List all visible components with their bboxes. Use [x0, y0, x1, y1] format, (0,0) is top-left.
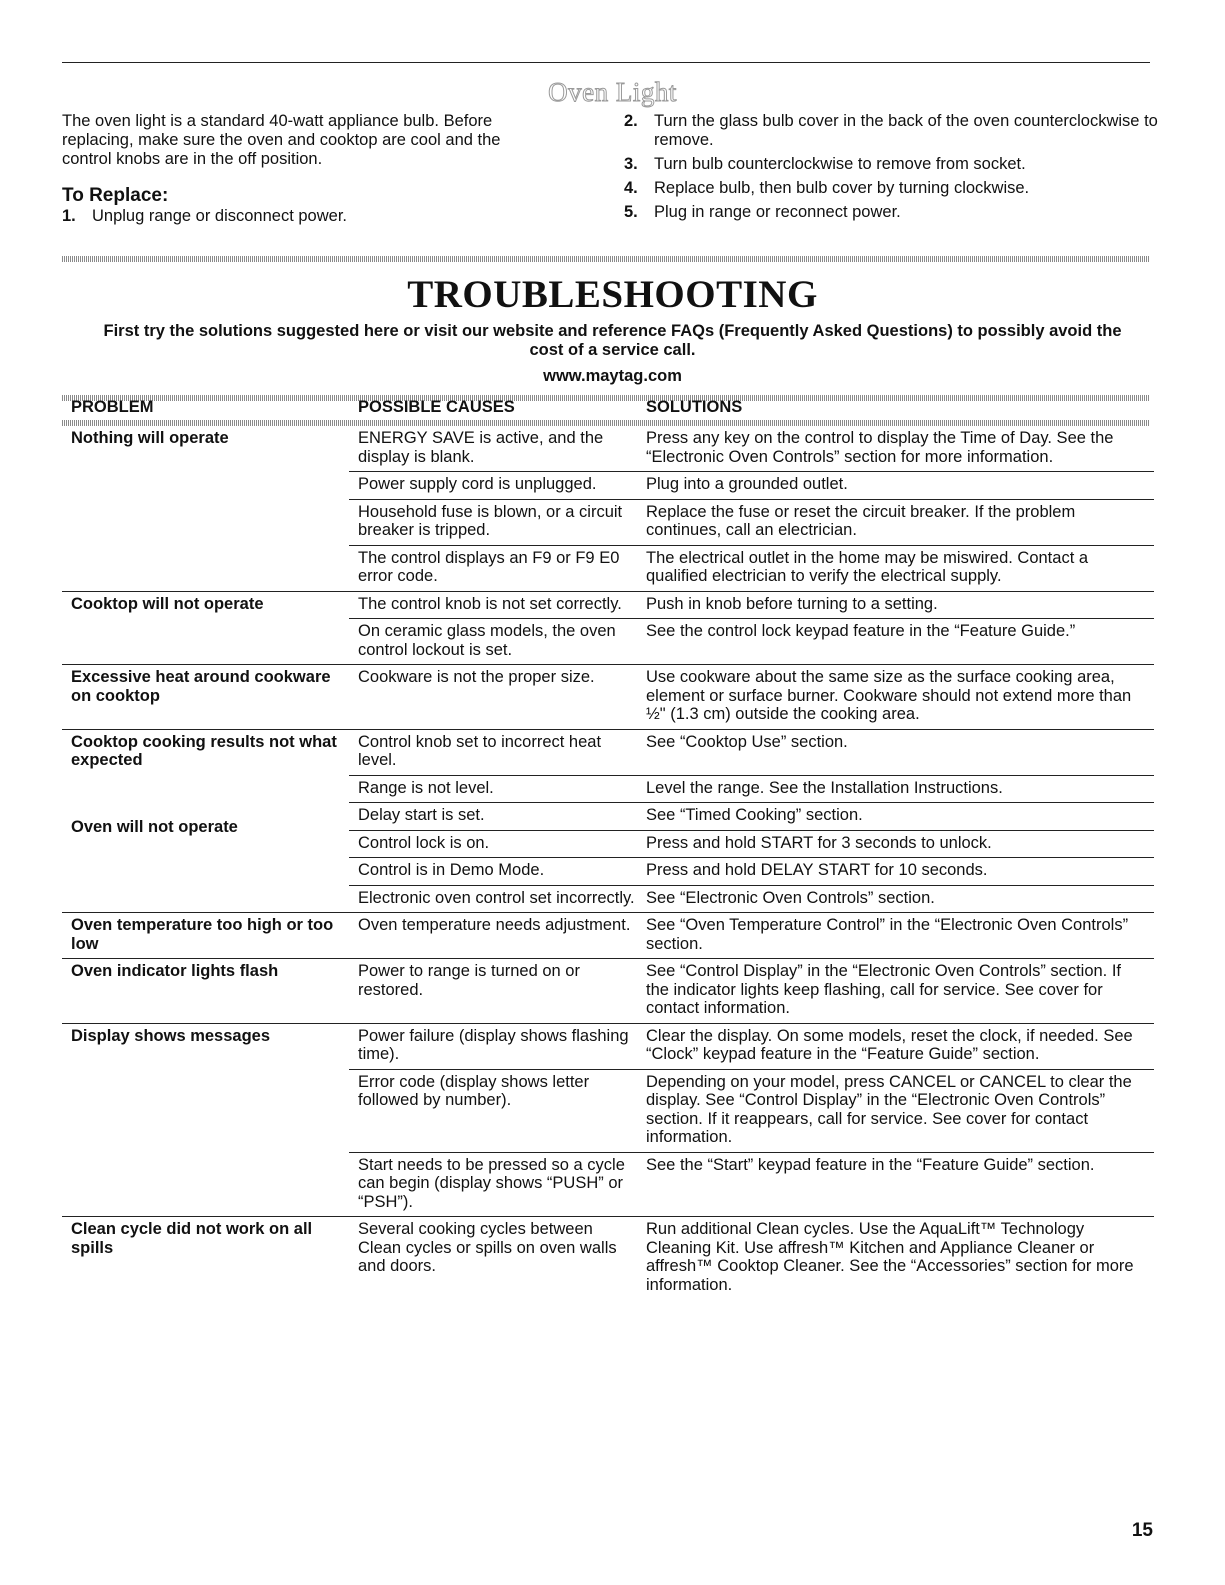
problem-label: Excessive heat around cookware on cooktop [71, 668, 331, 705]
table-group [62, 1023, 1154, 1217]
cause-cell: Cookware is not the proper size. [358, 668, 595, 686]
solution-cell: See “Electronic Oven Controls” section. [646, 888, 935, 907]
cause-cell: Start needs to be pressed so a cycle can begin (display shows “PUSH” or “PSH”). [358, 1155, 625, 1211]
solution-cell: Press any key on the control to display the Time of Day. See the “Electronic Oven Controls” section for more information. [646, 429, 1114, 466]
table-row [349, 499, 1154, 545]
step-number: 3. [624, 155, 638, 173]
table-group [62, 729, 1154, 913]
solution-cell: Run additional Clean cycles. Use the AquaLift™ Technology Cleaning Kit. Use affresh™ Kitchen and Appliance Cleaner or affresh™ Cooktop Cleaner. See the “Accessories” section for more information. [646, 1220, 1134, 1294]
step-number: 4. [624, 179, 638, 197]
troubleshooting-table [62, 426, 1154, 1299]
table-row [349, 730, 1154, 775]
cause-cell: Oven temperature needs adjustment. [358, 916, 631, 934]
table-group [62, 664, 1154, 729]
step-text: Turn the glass bulb cover in the back of the oven counterclockwise to remove. [654, 112, 1158, 149]
table-row [349, 802, 1154, 830]
table-group [62, 1216, 1154, 1299]
problem-label: Clean cycle did not work on all spills [71, 1220, 313, 1257]
table-row [349, 885, 1154, 913]
solution-cell: See the “Start” keypad feature in the “Feature Guide” section. [646, 1155, 1095, 1174]
cause-cell: On ceramic glass models, the oven control lockout is set. [358, 622, 616, 659]
solution-cell: Level the range. See the Installation Instructions. [646, 778, 1003, 797]
cause-cell: Electronic oven control set incorrectly. [358, 888, 635, 907]
page-number: 15 [1131, 1520, 1153, 1541]
page-title: TROUBLESHOOTING [407, 273, 818, 316]
cause-cell: Power to range is turned on or restored. [358, 962, 580, 999]
table-row [349, 830, 1154, 858]
problem-label: Oven temperature too high or too low [71, 916, 334, 953]
table-row [349, 471, 1154, 499]
solution-cell: See “Timed Cooking” section. [646, 806, 863, 824]
step-text: Plug in range or reconnect power. [654, 203, 901, 221]
step-number: 5. [624, 203, 638, 221]
cause-cell: Range is not level. [358, 778, 494, 797]
solution-cell: Replace the fuse or reset the circuit breaker. If the problem continues, call an electrician. [646, 502, 1076, 539]
table-row [349, 545, 1154, 591]
table-group [62, 591, 1154, 665]
table-row [349, 857, 1154, 885]
table-row [349, 1024, 1154, 1069]
cause-cell: Control is in Demo Mode. [358, 861, 545, 879]
problem-label: Display shows messages [71, 1026, 271, 1045]
header-problem: PROBLEM [71, 398, 154, 416]
cause-cell: Household fuse is blown, or a circuit breaker is tripped. [358, 502, 623, 539]
cause-cell: Error code (display shows letter followed by number). [358, 1072, 590, 1109]
to-replace-heading: To Replace: [62, 185, 169, 206]
problem-label: Oven will not operate [71, 817, 238, 836]
table-row [349, 665, 1154, 729]
cause-cell: Power failure (display shows flashing time). [358, 1026, 629, 1063]
cause-cell: The control knob is not set correctly. [358, 594, 622, 613]
solution-cell: The electrical outlet in the home may be miswired. Contact a qualified electrician to verify the electrical supply. [646, 548, 1089, 585]
table-row [349, 959, 1154, 1023]
header-solutions: SOLUTIONS [646, 398, 743, 416]
step-text: Replace bulb, then bulb cover by turning clockwise. [654, 179, 1030, 197]
cause-cell: Delay start is set. [358, 806, 485, 824]
solution-cell: Press and hold DELAY START for 10 seconds. [646, 861, 988, 879]
header-causes: POSSIBLE CAUSES [358, 398, 515, 416]
replace-step [62, 207, 552, 226]
table-row [349, 1217, 1154, 1299]
replace-step [624, 179, 1164, 198]
replace-step [624, 203, 1164, 222]
step-text: Turn bulb counterclockwise to remove from socket. [654, 155, 1026, 173]
table-row [349, 618, 1154, 664]
solution-cell: See “Cooktop Use” section. [646, 732, 848, 751]
replace-step [624, 112, 1164, 150]
problem-label: Nothing will operate [71, 429, 229, 447]
solution-cell: Depending on your model, press CANCEL or CANCEL to clear the display. See “Control Display” in the “Electronic Oven Controls” section. If it reappears, call for service. See cover for contact information. [646, 1072, 1132, 1146]
table-row [349, 1069, 1154, 1152]
cause-cell: Several cooking cycles between Clean cycles or spills on oven walls and doors. [358, 1220, 617, 1275]
cause-cell: Control lock is on. [358, 833, 490, 852]
oven-light-right-column [624, 112, 1164, 227]
step-number: 2. [624, 112, 638, 130]
table-row [349, 775, 1154, 803]
step-number: 1. [62, 207, 76, 225]
solution-cell: See “Oven Temperature Control” in the “Electronic Oven Controls” section. [646, 916, 1129, 953]
solution-cell: Press and hold START for 3 seconds to unlock. [646, 833, 992, 852]
oven-light-left-column [62, 112, 552, 231]
problem-label: Cooktop will not operate [71, 594, 264, 613]
problem-label: Oven indicator lights flash [71, 962, 279, 980]
solution-cell: See “Control Display” in the “Electronic Oven Controls” section. If the indicator lights keep flashing, call for service. See cover for contact information. [646, 962, 1122, 1017]
cause-cell: ENERGY SAVE is active, and the display is blank. [358, 429, 604, 466]
table-group [62, 912, 1154, 958]
table-row [349, 913, 1154, 958]
cause-cell: The control displays an F9 or F9 E0 error code. [358, 548, 620, 585]
oven-light-intro: The oven light is a standard 40-watt appliance bulb. Before replacing, make sure the oven and cooktop are cool and the control knobs are in the off position. [62, 112, 501, 168]
table-row [349, 1152, 1154, 1217]
replace-step [624, 155, 1164, 174]
table-header [0, 397, 1225, 419]
problem-label: Cooktop cooking results not what expected [71, 732, 337, 769]
cause-cell: Control knob set to incorrect heat level. [358, 732, 602, 769]
solution-cell: Use cookware about the same size as the surface cooking area, element or surface burner. Cookware should not extend more than ½" (1.3 cm) outside the cooking area. [646, 668, 1132, 723]
oven-light-title: Oven Light [548, 77, 677, 107]
top-rule [62, 62, 1150, 63]
solution-cell: Clear the display. On some models, reset the clock, if needed. See “Clock” keypad feature in the “Feature Guide” section. [646, 1026, 1133, 1063]
table-group [62, 958, 1154, 1023]
step-text: Unplug range or disconnect power. [92, 207, 347, 225]
solution-cell: See the control lock keypad feature in the “Feature Guide.” [646, 622, 1076, 640]
subtitle: First try the solutions suggested here or visit our website and reference FAQs (Frequently Asked Questions) to possibly avoid the cost of a service call. [103, 322, 1122, 359]
solution-cell: Plug into a grounded outlet. [646, 475, 848, 493]
table-group [62, 426, 1154, 591]
website-url: www.maytag.com [543, 367, 682, 385]
section-divider [62, 256, 1150, 262]
cause-cell: Power supply cord is unplugged. [358, 475, 597, 493]
table-row [349, 592, 1154, 619]
table-row [349, 426, 1154, 471]
solution-cell: Push in knob before turning to a setting. [646, 594, 938, 613]
